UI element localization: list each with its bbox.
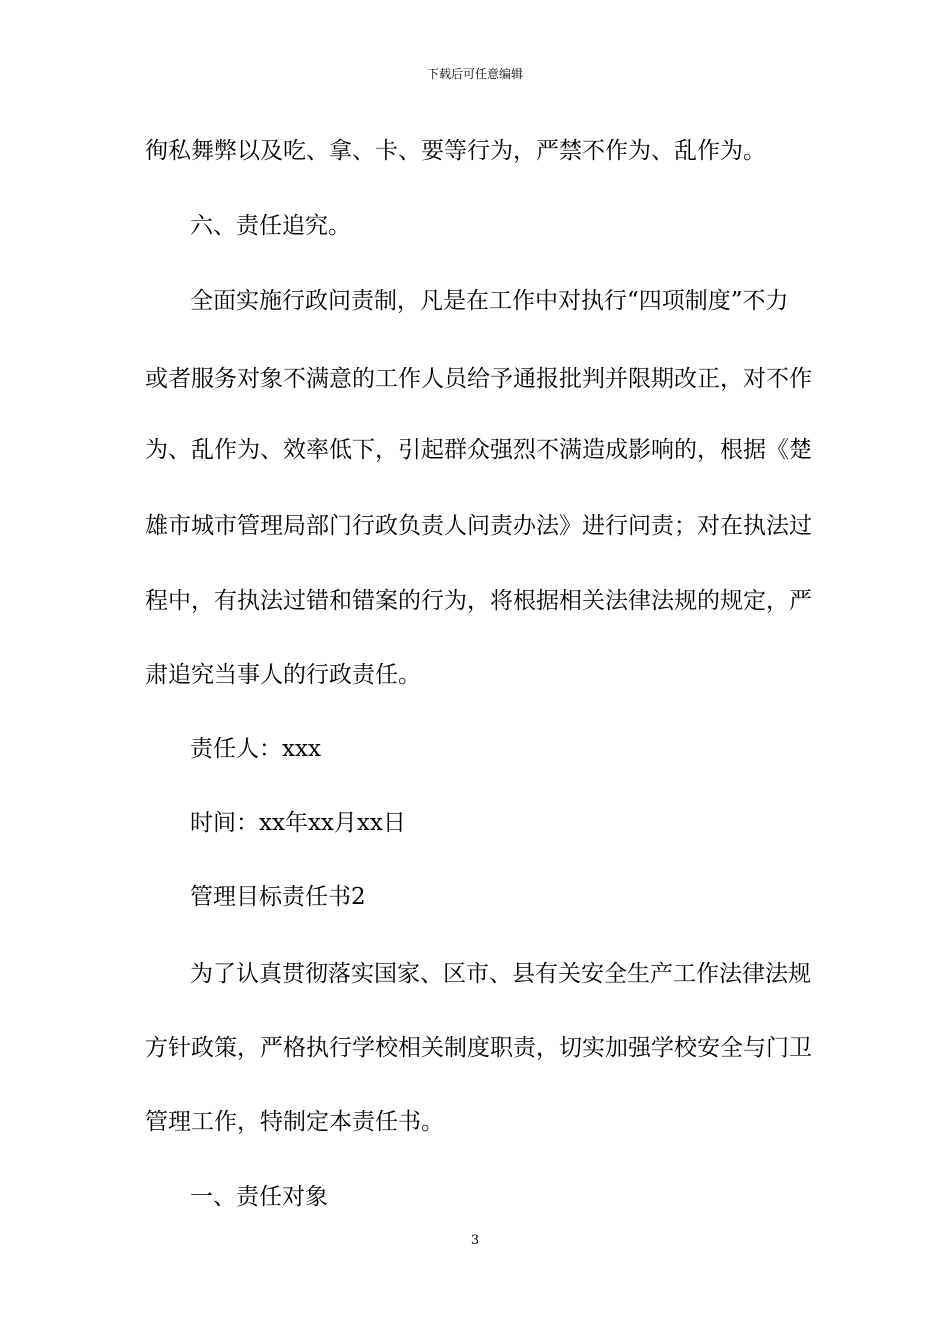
page-number: 3: [470, 1233, 480, 1248]
section-heading: 六、责任追究。: [190, 213, 351, 239]
page-header: 下载后可任意编辑: [426, 67, 523, 81]
body-line: 管理工作，特制定本责任书。: [145, 1109, 444, 1135]
body-line: 肃追究当事人的行政责任。: [145, 662, 421, 688]
body-line: 雄市城市管理局部门行政负责人问责办法》进行问责；对在执法过: [145, 513, 812, 539]
body-line: 方针政策，严格执行学校相关制度职责，切实加强学校安全与门卫: [145, 1035, 812, 1061]
document-title: 管理目标责任书2: [190, 884, 366, 910]
body-line: 全面实施行政问责制，凡是在工作中对执行“四项制度”不力: [190, 288, 789, 314]
body-line: 为了认真贯彻落实国家、区市、县有关安全生产工作法律法规: [190, 961, 811, 987]
body-line: 程中，有执法过错和错案的行为，将根据相关法律法规的规定，严: [145, 588, 812, 614]
body-line: 或者服务对象不满意的工作人员给予通报批判并限期改正，对不作: [145, 366, 812, 392]
section-heading: 一、责任对象: [190, 1184, 328, 1210]
body-line: 徇私舞弊以及吃、拿、卡、要等行为，严禁不作为、乱作为。: [145, 138, 766, 164]
body-line: 为、乱作为、效率低下，引起群众强烈不满造成影响的，根据《楚: [145, 437, 812, 463]
responsible-person: 责任人：xxx: [190, 736, 321, 762]
date-line: 时间：xx年xx月xx日: [190, 810, 406, 836]
